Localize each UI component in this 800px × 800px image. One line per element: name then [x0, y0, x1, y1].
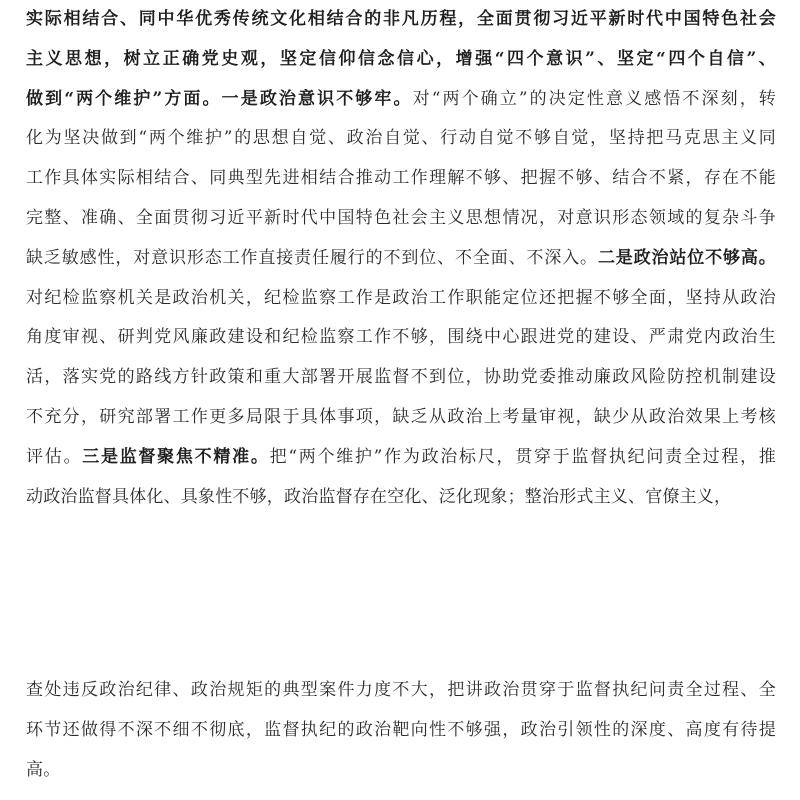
text-run: 评估。	[26, 446, 83, 467]
text-line	[26, 398, 776, 438]
text-line	[26, 279, 776, 319]
text-run: 对纪检监察机关是政治机关，纪检监察工作是政治工作职能定位还把握不够全面，坚持从政治	[26, 287, 776, 308]
text-run: 不充分，研究部署工作更多局限于具体事项，缺乏从政治上考量审视，缺少从政治效果上考核	[26, 406, 776, 427]
text-run: 动政治监督具体化、具象性不够，政治监督存在空化、泛化现象；整治形式主义、官僚主义，	[26, 486, 732, 507]
text-run: 高。	[26, 759, 61, 780]
text-line	[26, 199, 776, 239]
bold-text-run: 实际相结合、同中华优秀传统文化相结合的非凡历程，全面贯彻习近平新时代中国特色社会	[26, 9, 776, 29]
text-run: 活，落实党的路线方针政策和重大部署开展监督不到位，协助党委推动廉政风险防控机制建设	[26, 367, 776, 388]
text-line	[26, 478, 776, 518]
text-run: 查处违反政治纪律、政治规矩的典型案件力度不大，把讲政治贯穿于监督执纪问责全过程、全	[26, 680, 776, 700]
text-line	[26, 318, 776, 358]
text-run: 对“两个确立”的决定性意义感悟不深刻，转	[412, 88, 777, 109]
bold-text-run: 主义思想，树立正确党史观，坚定信仰信念信心，增强“四个意识”、坚定“四个自信”、	[26, 48, 776, 69]
text-line	[26, 119, 776, 159]
bold-text-run: 三是监督聚焦不精准。	[82, 446, 270, 467]
text-line	[26, 711, 776, 751]
text-line	[26, 239, 776, 279]
paragraph-block-lower	[26, 671, 776, 790]
bold-text-run: 一是政治意识不够牢。	[221, 88, 413, 109]
text-line	[26, 438, 776, 478]
bold-text-run: 做到“两个维护”方面。	[26, 88, 222, 109]
paragraph-block-upper	[26, 0, 776, 517]
text-line	[26, 80, 776, 120]
text-line	[26, 751, 776, 791]
text-run: 工作具体实际相结合、同典型先进相结合推动工作理解不够、把握不够、结合不紧，存在不能	[26, 168, 776, 189]
text-run: 环节还做得不深不细不彻底，监督执纪的政治靶向性不够强，政治引领性的深度、高度有待提	[26, 719, 776, 740]
text-run: 把“两个维护”作为政治标尺，贯穿于监督执纪问责全过程，推	[269, 446, 777, 467]
text-run: 缺乏敏感性，对意识形态工作直接责任履行的不到位、不全面、不深入。	[26, 247, 598, 268]
text-run: 角度审视、研判党风廉政建设和纪检监察工作不够，围绕中心跟进党的建设、严肃党内政治生	[26, 327, 776, 348]
bold-text-run: 二是政治站位不够高。	[597, 247, 776, 268]
text-run: 化为坚决做到“两个维护”的思想自觉、政治自觉、行动自觉不够自觉，坚持把马克思主义同	[26, 128, 776, 149]
text-line	[26, 671, 776, 711]
text-run: 完整、准确、全面贯彻习近平新时代中国特色社会主义思想情况，对意识形态领域的复杂斗争	[26, 207, 776, 228]
text-line	[26, 358, 776, 398]
text-line	[26, 0, 776, 40]
text-line	[26, 40, 776, 80]
text-line	[26, 159, 776, 199]
